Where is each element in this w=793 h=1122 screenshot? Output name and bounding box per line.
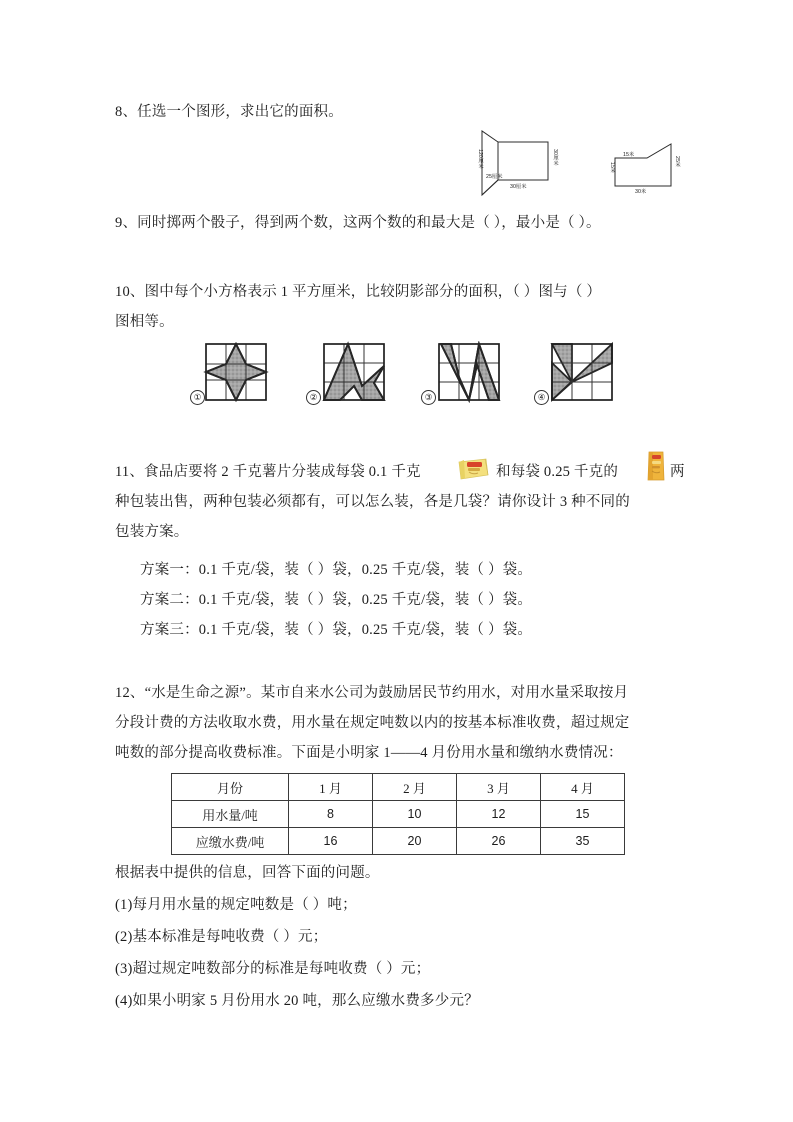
question-11-plan-1: 方案一：0.1 千克/袋，装（ ）袋，0.25 千克/袋，装（ ）袋。 bbox=[140, 562, 533, 578]
chip-bag-small-svg bbox=[456, 456, 489, 482]
table-cell-month-4: 4 月 bbox=[541, 774, 625, 801]
question-10-line-2: 图相等。 bbox=[115, 314, 174, 330]
table-cell-fee-2: 20 bbox=[373, 828, 457, 855]
q10-figure-2 bbox=[318, 341, 390, 408]
question-12-prompt: 根据表中提供的信息，回答下面的问题。 bbox=[115, 865, 380, 881]
q10-figure-3-label: ③ bbox=[421, 390, 436, 405]
chip-bag-small-icon bbox=[456, 456, 489, 487]
question-9-text: 9、同时掷两个骰子，得到两个数，这两个数的和最大是（ ），最小是（ ）。 bbox=[115, 215, 601, 231]
question-11-line-1-part-a: 11、食品店要将 2 千克薯片分装成每袋 0.1 千克 bbox=[115, 464, 421, 480]
table-row bbox=[172, 801, 625, 828]
question-12-sub-4: (4)如果小明家 5 月份用水 20 吨，那么应缴水费多少元？ bbox=[115, 993, 479, 1009]
table-cell-month-header: 月份 bbox=[172, 774, 289, 801]
question-12-line-2: 分段计费的方法收取水费，用水量在规定吨数以内的按基本标准收费，超过规定 bbox=[115, 715, 630, 731]
question-11-line-3: 包装方案。 bbox=[115, 524, 189, 540]
question-11-line-1-part-c: 两 bbox=[670, 464, 685, 480]
q10-figure-4 bbox=[546, 341, 618, 408]
q8-left-label-25: 25厘米 bbox=[486, 174, 503, 180]
question-11-line-2: 种包装出售，两种包装必须都有，可以怎么装，各是几袋？请你设计 3 种不同的 bbox=[115, 494, 630, 510]
table-cell-usage-2: 10 bbox=[373, 801, 457, 828]
q10-figure-2-svg bbox=[318, 341, 390, 403]
question-10-line-1: 10、图中每个小方格表示 1 平方厘米，比较阴影部分的面积，（ ）图与（ ） bbox=[115, 284, 602, 300]
q8-left-label-30-right: 30厘米 bbox=[552, 149, 558, 166]
table-cell-usage-header: 用水量/吨 bbox=[172, 801, 289, 828]
table-cell-month-1: 1 月 bbox=[289, 774, 373, 801]
question-12-line-1: 12、“水是生命之源”。某市自来水公司为鼓励居民节约用水，对用水量采取按月 bbox=[115, 685, 629, 701]
q10-figure-3 bbox=[433, 341, 505, 408]
q8-left-label-120: 120厘米 bbox=[477, 149, 483, 169]
table-cell-month-2: 2 月 bbox=[373, 774, 457, 801]
question-12-sub-1: (1)每月用水量的规定吨数是（ ）吨； bbox=[115, 897, 357, 913]
q8-figure-right bbox=[601, 140, 687, 196]
question-12-sub-3: (3)超过规定吨数部分的标准是每吨收费（ ）元； bbox=[115, 961, 431, 977]
table-row bbox=[172, 828, 625, 855]
q8-right-label-30: 30米 bbox=[635, 189, 647, 195]
table-row bbox=[172, 774, 625, 801]
q8-figure-left bbox=[474, 127, 564, 199]
table-cell-month-3: 3 月 bbox=[457, 774, 541, 801]
question-11-line-1-part-b: 和每袋 0.25 千克的 bbox=[496, 464, 619, 480]
q10-figure-4-svg bbox=[546, 341, 618, 403]
q8-right-label-15-top: 15米 bbox=[623, 152, 635, 158]
table-cell-fee-1: 16 bbox=[289, 828, 373, 855]
table-cell-usage-3: 12 bbox=[457, 801, 541, 828]
table-cell-usage-1: 8 bbox=[289, 801, 373, 828]
q8-right-label-25: 25米 bbox=[674, 156, 680, 168]
question-12-sub-2: (2)基本标准是每吨收费（ ）元； bbox=[115, 929, 328, 945]
q10-figure-2-label: ② bbox=[306, 390, 321, 405]
q10-figure-1-label: ① bbox=[190, 390, 205, 405]
question-8-text: 8、任选一个图形，求出它的面积。 bbox=[115, 104, 343, 120]
question-12-line-3: 吨数的部分提高收费标准。下面是小明家 1——4 月份用水量和缴纳水费情况： bbox=[115, 745, 623, 761]
q10-figure-1 bbox=[200, 341, 272, 408]
question-11-plan-2: 方案二：0.1 千克/袋，装（ ）袋，0.25 千克/袋，装（ ）袋。 bbox=[140, 592, 533, 608]
q8-right-label-15-left: 15米 bbox=[609, 162, 615, 174]
question-11-plan-3: 方案三：0.1 千克/袋，装（ ）袋，0.25 千克/袋，装（ ）袋。 bbox=[140, 622, 533, 638]
table-cell-fee-3: 26 bbox=[457, 828, 541, 855]
chip-bag-large-svg bbox=[645, 450, 667, 482]
q10-figure-3-svg bbox=[433, 341, 505, 403]
q10-figure-1-svg bbox=[200, 341, 272, 403]
table-cell-fee-header: 应缴水费/吨 bbox=[172, 828, 289, 855]
q10-figure-4-label: ④ bbox=[534, 390, 549, 405]
water-usage-table bbox=[171, 773, 625, 855]
chip-bag-large-icon bbox=[645, 450, 667, 487]
q8-left-label-30-bottom: 30厘米 bbox=[510, 184, 527, 190]
table-cell-usage-4: 15 bbox=[541, 801, 625, 828]
table-cell-fee-4: 35 bbox=[541, 828, 625, 855]
